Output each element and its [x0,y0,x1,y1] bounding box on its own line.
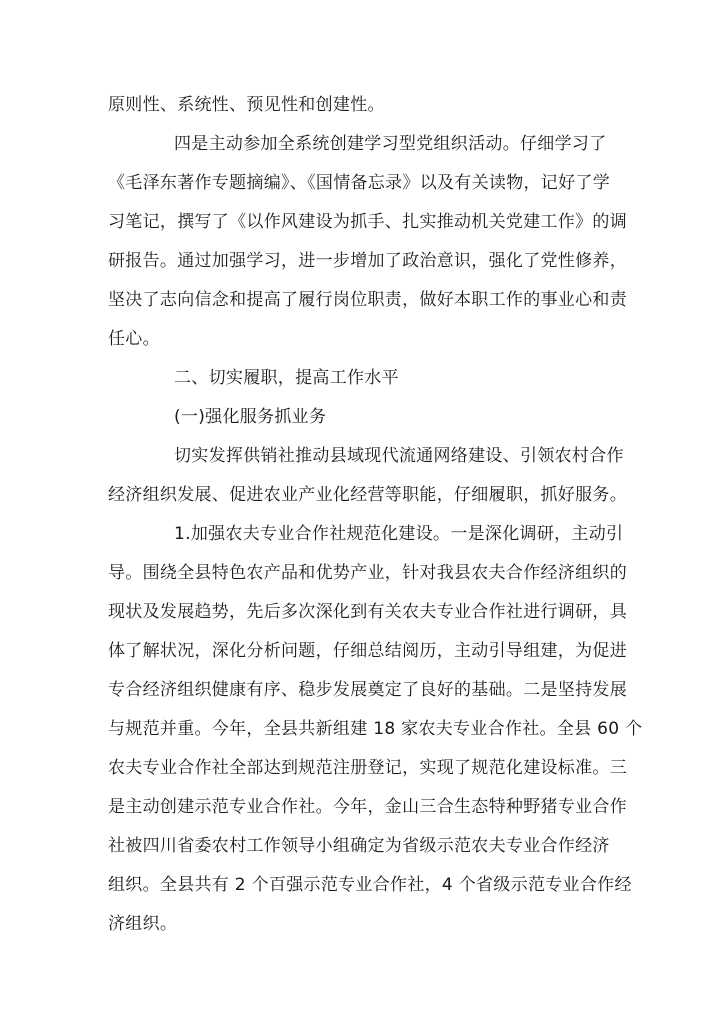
paragraph-line: 专合经济组织健康有序、稳步发展奠定了良好的基础。二是坚持发展 [108,680,627,700]
paragraph-line: 习笔记，撰写了《以作风建设为抓手、扎实推动机关党建工作》的调 [108,212,627,232]
paragraph-line: 经济组织发展、促进农业产业化经营等职能，仔细履职，抓好服务。 [108,485,627,505]
paragraph-line: 组织。全县共有 2 个百强示范专业合作社，4 个省级示范专业合作经 [108,875,632,895]
paragraph-line: 原则性、系统性、预见性和创建性。 [108,95,385,115]
paragraph-line: 《毛泽东著作专题摘编》、《国情备忘录》以及有关读物，记好了学 [108,173,610,193]
paragraph-line: 四是主动参加全系统创建学习型党组织活动。仔细学习了 [174,134,607,154]
paragraph-line: 任心。 [108,329,160,349]
paragraph-line: 农夫专业合作社全部达到规范注册登记，实现了规范化建设标准。三 [108,758,627,778]
paragraph-line: 坚决了志向信念和提高了履行岗位职责，做好本职工作的事业心和责 [108,290,627,310]
paragraph-line: 切实发挥供销社推动县域现代流通网络建设、引领农村合作 [174,446,624,466]
paragraph-line: 1.加强农夫专业合作社规范化建设。一是深化调研，主动引 [174,524,624,544]
paragraph-line: 济组织。 [108,914,178,934]
paragraph-line: 社被四川省委农村工作领导小组确定为省级示范农夫专业合作经济 [108,836,610,856]
paragraph-line: 体了解状况，深化分析问题，仔细总结阅历，主动引导组建，为促进 [108,641,627,661]
paragraph-line: 导。围绕全县特色农产品和优势产业，针对我县农夫合作经济组织的 [108,563,627,583]
section-heading: 二、切实履职，提高工作水平 [174,368,399,388]
paragraph-line: 与规范并重。今年，全县共新组建 18 家农夫专业合作社。全县 60 个 [108,719,643,739]
paragraph-line: 现状及发展趋势，先后多次深化到有关农夫专业合作社进行调研，具 [108,602,627,622]
paragraph-line: 研报告。通过加强学习，进一步增加了政治意识，强化了党性修养， [108,251,627,271]
subsection-heading: (一)强化服务抓业务 [174,407,327,427]
paragraph-line: 是主动创建示范专业合作社。今年，金山三合生态特种野猪专业合作 [108,797,627,817]
